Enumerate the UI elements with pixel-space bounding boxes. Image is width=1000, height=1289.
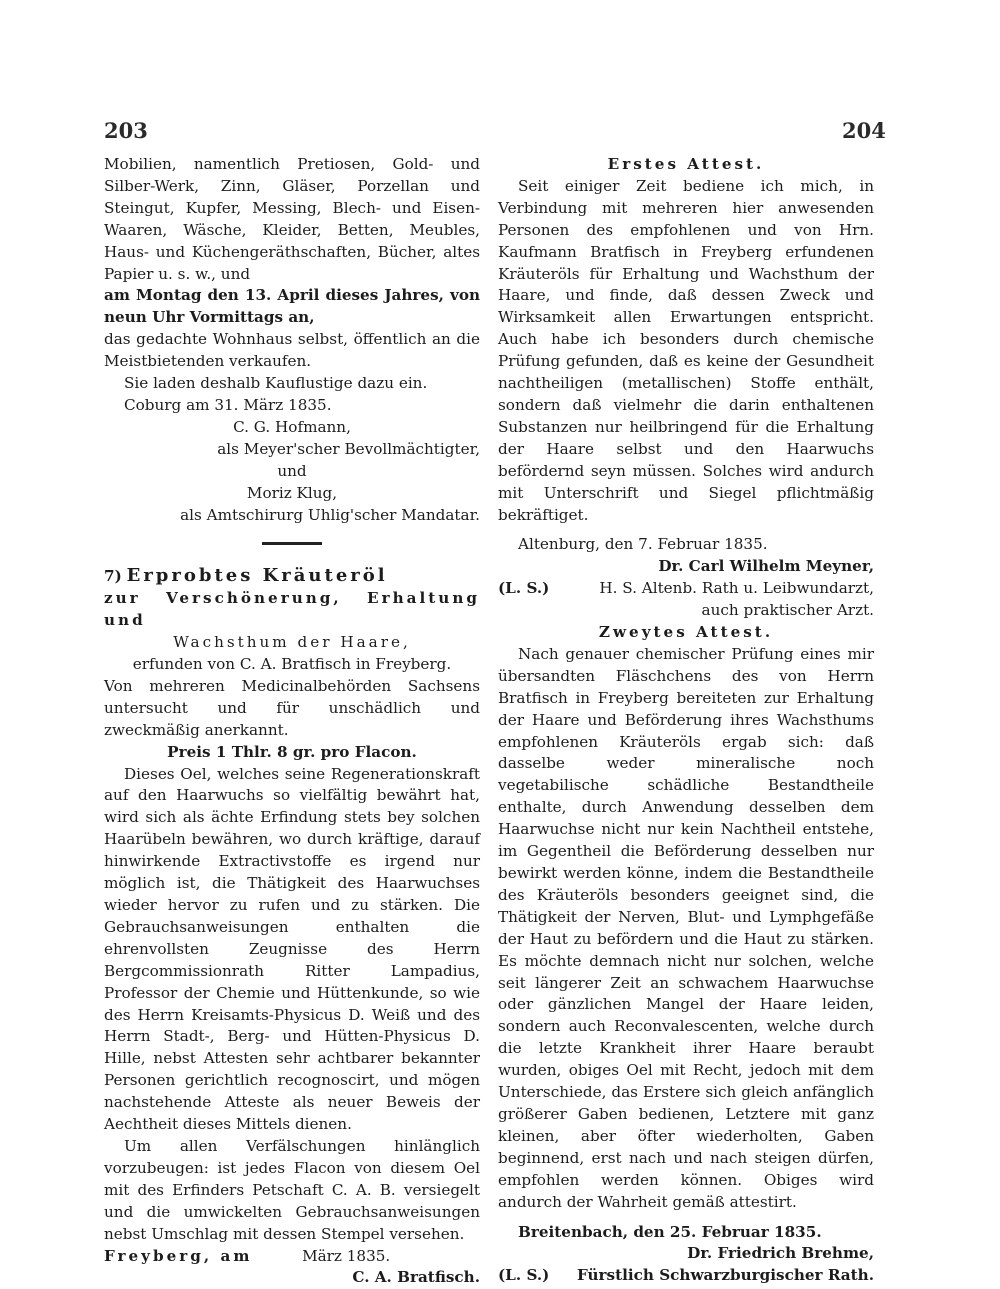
attest-2-role: Fürstlich Schwarzburgischer Rath. [576, 1266, 874, 1285]
attest-1-title: Erstes Attest. [607, 155, 765, 173]
ad-price: Preis 1 Thlr. 8 gr. pro Flacon. [167, 742, 417, 761]
left-column [104, 154, 480, 1289]
attest-1-place-date: Altenburg, den 7. Februar 1835. [518, 535, 768, 554]
ad-title: Erprobtes Kräuteröl [126, 565, 388, 587]
ad-subtitle-1: zur Verschönerung, Erhaltung und [104, 589, 480, 630]
attest-2-name: Dr. Friedrich Brehme, [687, 1244, 874, 1263]
attest-1-name: Dr. Carl Wilhelm Meyner, [658, 557, 874, 576]
ad-closing-place: Freyberg, am [104, 1246, 253, 1265]
page-number-right: 204 [842, 118, 886, 143]
attest-2-place-date: Breitenbach, den 25. Februar 1835. [518, 1222, 822, 1241]
signatory-conjunction: und [277, 461, 307, 480]
attest-2-title: Zweytes Attest. [598, 623, 774, 642]
signatory-2-role: als Amtschirurg Uhlig'scher Mandatar. [180, 505, 480, 524]
ad-body-1: Dieses Oel, welches seine Regenerationskraft auf den Haarwuchs so vielfältig bewährt hat, wird sich als ächte Erfindung stets bey solchen Haarübeln bewähren, wo durch kräftige, darauf hinwirkende Extractivstoffe es irgend nur möglich ist, die Thätigkeit des Haarwuchses wieder hervor zu rufen und zu stärken. Die Gebrauchsanweisungen enthalten die ehrenvollsten Zeugnisse des Herrn Bergcommissionrath Ritter Lampadius, Professor der Chemie und Hüttenkunde, so wie des Herrn Kreisamts-Physicus D. Weiß und des Herrn Stadt-, Berg- und Hütten-Physicus D. Hille, nebst Attesten sehr achtbarer bekannter Personen gerichtlich recognoscirt, und mögen nachstehende Atteste als neuer Beweis der Aechtheit dieses Mittels dienen. [104, 764, 480, 1134]
ad-heading [104, 565, 480, 588]
attest-1-body: Seit einiger Zeit bediene ich mich, in Verbindung mit mehreren hier anwesenden Personen des empfohlenen und von Hrn. Kaufmann Bratfisch in Freyberg erfundenen Kräuteröls für Erhaltung und Wachsthum der Haare, und finde, daß dessen Zweck und Wirksamkeit allen Erwartungen entspricht. Auch habe ich besonders durch chemische Prüfung gefunden, daß es keine der Gesundheit nachtheiligen (metallischen) Stoffe enthält, sondern daß vielmehr die darin enthaltenen Substanzen nur heilbringend für die Erhaltung der Haare selbst und den Haarwuchs befördernd seyn müssen. Solches wird andurch mit Unterschrift und Siegel pflichtmäßig bekräftiget. [498, 176, 874, 524]
ad-closing-name: C. A. Bratfisch. [352, 1268, 480, 1287]
attest-2-body: Nach genauer chemischer Prüfung eines mir übersandten Fläschchens des von Herrn Bratfisch in Freyberg bereiteten zur Erhaltung der Haare und Beförderung ihres Wachsthums empfohlenen Kräuteröls ergab sich: daß dasselbe weder mineralische noch vegetabilische schädliche Bestandtheile enthalte, durch Anwendung desselben dem Haarwuchse nicht nur kein Nachtheil entstehe, im Gegentheil die Beförderung desselben nur bewirkt werden könne, indem die Bestandtheile des Kräuteröls besonders geeignet sind, die Thätigkeit der Nerven, Blut- und Lymphgefäße der Haut zu befördern und die Haut zu stärken. Es möchte demnach nicht nur solchen, welche seit längerer Zeit an schwachem Haarwuchse oder gänzlichen Mangel der Haare leiden, sondern auch Reconvalescenten, welche durch die letzte Krankheit ihrer Haare beraubt wurden, obiges Oel mit Recht, jedoch mit dem Unterschiede, das Erstere sich gleich anfänglich größerer Gaben bedienen, Letztere mit ganz kleinen, aber öfter wiederholten, Gaben beginnend, erst nach und nach steigen dürfen, empfohlen werden können. Obiges wird andurch der Wahrheit gemäß attestirt. [498, 644, 874, 1211]
attest-2-seal-row [498, 1265, 874, 1287]
ad-body-2: Um allen Verfälschungen hinlänglich vorzubeugen: ist jedes Flacon von diesem Oel mit des Erfinders Petschaft C. A. B. versiegelt und die umwickelten Gebrauchsanweisungen nebst Umschlag mit dessen Stempel versehen. [104, 1136, 480, 1243]
auction-place-date: Coburg am 31. März 1835. [124, 395, 332, 414]
section-divider [262, 542, 322, 545]
ad-closing-date: März 1835. [302, 1246, 391, 1265]
attest-1-seal: (L. S.) [498, 579, 550, 598]
ad-closing [104, 1246, 480, 1268]
page-number-left: 203 [104, 118, 148, 143]
signatory-1-role: als Meyer'scher Bevollmächtigter, [217, 439, 480, 458]
ad-subtitle-2: Wachsthum der Haare, [173, 633, 411, 652]
ad-number: 7) [104, 567, 122, 586]
ad-inventor: erfunden von C. A. Bratfisch in Freyberg. [132, 655, 452, 674]
auction-item-list: Mobilien, namentlich Pretiosen, Gold- und Silber-Werk, Zinn, Gläser, Porzellan und Steingut, Kupfer, Messing, Blech- und Eisen-Waaren, Wäsche, Kleider, Betten, Meubles, Haus- und Küchengeräthschaften, Bücher, altes Papier u. s. w., und [104, 155, 480, 283]
signatory-1-name: C. G. Hofmann, [233, 417, 351, 436]
ad-approval: Von mehreren Medicinalbehörden Sachsens untersucht und für unschädlich und zweckmäßig anerkannt. [104, 676, 480, 739]
attest-1-role: H. S. Altenb. Rath u. Leibwundarzt, [599, 579, 874, 598]
attest-2-seal: (L. S.) [498, 1266, 550, 1285]
auction-date-line: am Montag den 13. April dieses Jahres, von neun Uhr Vormittags an, [104, 286, 480, 327]
spacer [498, 1214, 874, 1222]
signatory-2-name: Moriz Klug, [246, 483, 338, 502]
attest-1-seal-row [498, 578, 874, 600]
spacer [498, 526, 874, 534]
right-column [498, 154, 874, 1287]
auction-sale-text: das gedachte Wohnhaus selbst, öffentlich an die Meistbietenden verkaufen. [104, 330, 480, 371]
auction-invite: Sie laden deshalb Kauflustige dazu ein. [124, 374, 428, 393]
attest-1-role-2: auch praktischer Arzt. [701, 601, 874, 620]
